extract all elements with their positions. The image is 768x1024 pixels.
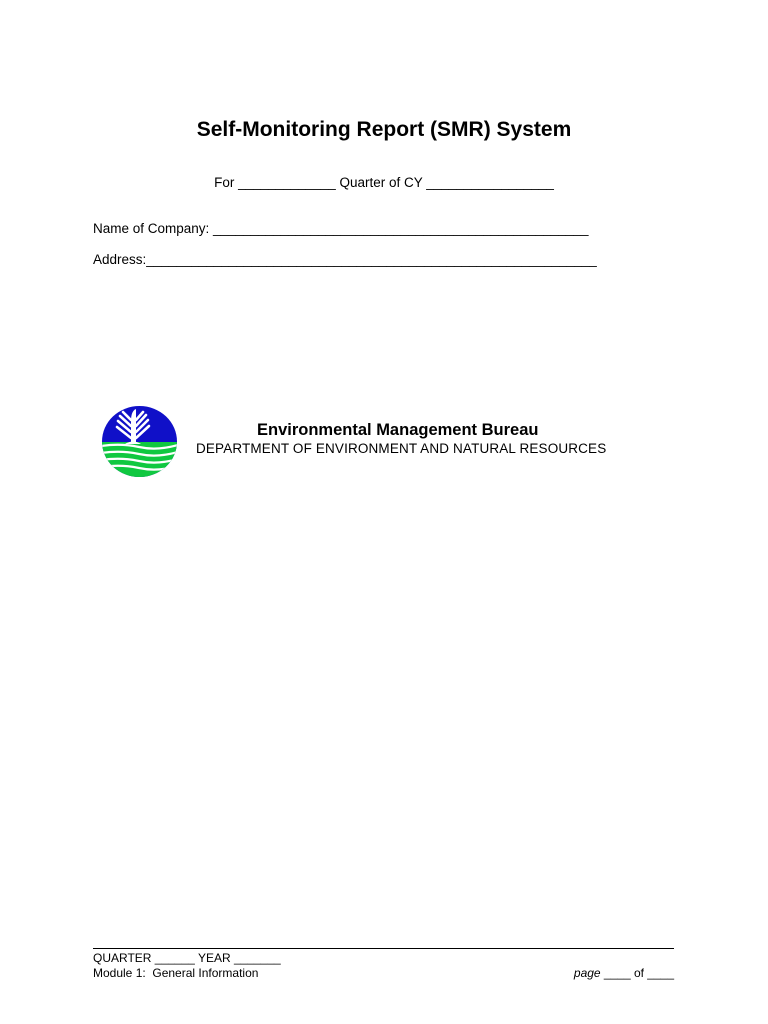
address-line: Address:____________________________________________________________	[93, 252, 597, 267]
page-title: Self-Monitoring Report (SMR) System	[196, 118, 572, 141]
emb-denr-logo-icon	[101, 405, 178, 478]
company-name-line: Name of Company: __________________________________________________	[93, 221, 589, 236]
department-name: DEPARTMENT OF ENVIRONMENT AND NATURAL RESOURCES	[196, 441, 607, 456]
page-label: page	[573, 966, 601, 980]
footer-rule	[93, 948, 674, 949]
quarter-line: For _____________ Quarter of CY _________________	[214, 175, 554, 190]
page-blank: ____ of ____	[600, 966, 674, 980]
footer-quarter-year: QUARTER ______ YEAR _______	[93, 951, 281, 965]
footer-module: Module 1: General Information	[93, 966, 259, 980]
footer-page-number	[574, 966, 674, 980]
agency-block	[196, 420, 626, 457]
agency-name: Environmental Management Bureau	[257, 421, 539, 439]
